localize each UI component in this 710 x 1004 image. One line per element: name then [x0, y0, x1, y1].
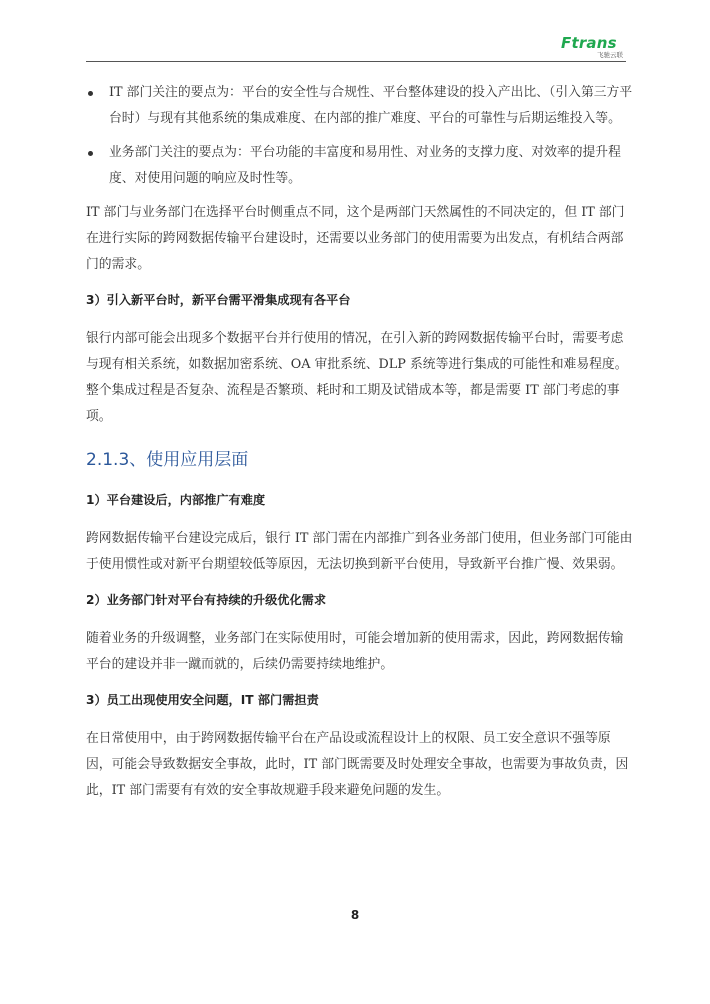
heading-optimization: 2）业务部门针对平台有持续的升级优化需求	[86, 593, 327, 607]
logo-wordmark: Ftrans	[561, 34, 617, 52]
page-number: 8	[350, 908, 360, 922]
paragraph-integration: 银行内部可能会出现多个数据平台并行使用的情况，在引入新的跨网数据传输平台时，需要考虑与现有相关系统，如数据加密系统、OA 审批系统、DLP 系统等进行集成的可能性和难易程度。整个集成过程是否复杂、流程是否繁琐、耗时和工期及试错成本等，都是需要 IT 部门考虑的事项。	[86, 331, 628, 424]
page-content	[86, 80, 636, 816]
logo-subtext: 飞驰云联	[597, 51, 623, 59]
paragraph-security: 在日常使用中，由于跨网数据传输平台在产品设或流程设计上的权限、员工安全意识不强等原因，可能会导致数据安全事故，此时，IT 部门既需要及时处理安全事故，也需要为事故负责，因此，IT 部门需要有有效的安全事故规避手段来避免问题的发生。	[86, 731, 629, 798]
heading-promotion: 1）平台建设后，内部推广有难度	[86, 493, 266, 507]
heading-integration: 3）引入新平台时，新平台需平滑集成现有各平台	[86, 293, 351, 307]
bullet-text: IT 部门关注的要点为：平台的安全性与合规性、平台整体建设的投入产出比、（引入第三方平台时）与现有其他系统的集成难度、在内部的推广难度、平台的可靠性与后期运维投入等。	[109, 85, 633, 126]
bullet-it-focus	[86, 80, 636, 132]
paragraph-department-difference: IT 部门与业务部门在选择平台时侧重点不同，这个是两部门天然属性的不同决定的，但 IT 部门在进行实际的跨网数据传输平台建设时，还需要以业务部门的使用需要为出发点，有机结合两部门的需求。	[86, 205, 625, 272]
heading-security: 3）员工出现使用安全问题，IT 部门需担责	[86, 693, 319, 707]
header-divider	[86, 61, 626, 62]
company-logo	[561, 36, 625, 60]
bullet-dot-icon	[88, 151, 93, 156]
paragraph-optimization: 随着业务的升级调整，业务部门在实际使用时，可能会增加新的使用需求，因此，跨网数据传输平台的建设并非一蹴而就的，后续仍需要持续地维护。	[86, 631, 624, 672]
bullet-business-focus	[86, 140, 636, 192]
section-title: 2.1.3、使用应用层面	[86, 450, 249, 470]
bullet-dot-icon	[88, 91, 93, 96]
paragraph-promotion: 跨网数据传输平台建设完成后，银行 IT 部门需在内部推广到各业务部门使用，但业务部门可能由于使用惯性或对新平台期望较低等原因，无法切换到新平台使用，导致新平台推广慢、效果弱。	[86, 531, 633, 572]
bullet-text: 业务部门关注的要点为：平台功能的丰富度和易用性、对业务的支撑力度、对效率的提升程度、对使用问题的响应及时性等。	[109, 145, 621, 186]
